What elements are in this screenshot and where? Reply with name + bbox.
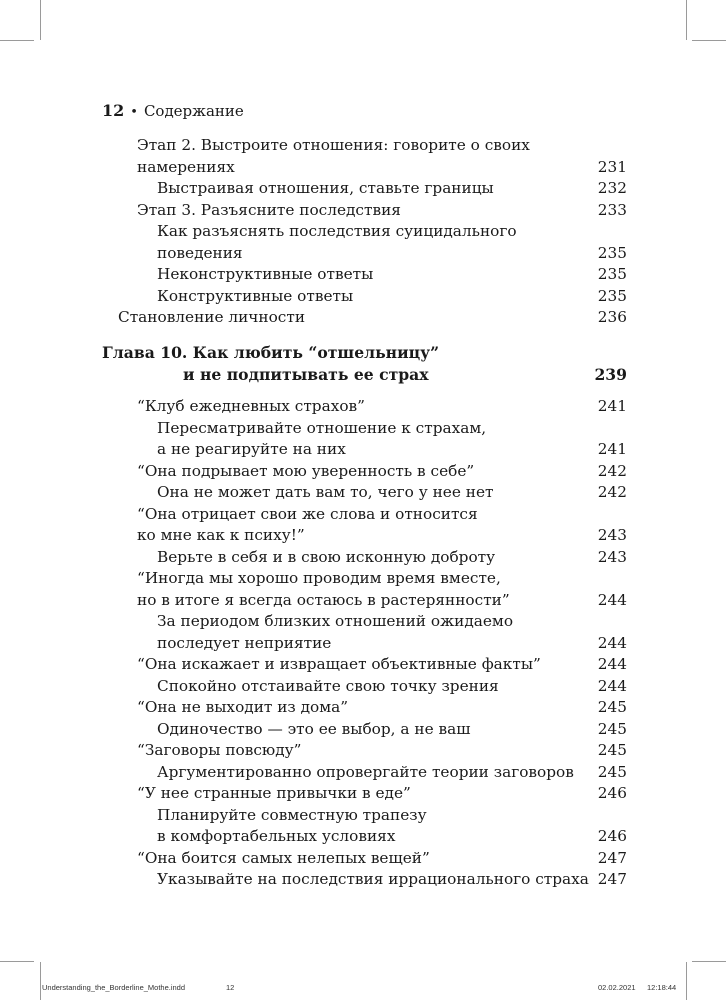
- print-slug: [0, 980, 726, 994]
- toc-entry: [137, 739, 627, 761]
- toc-entry-title: “Она отрицает свои же слова и относится: [137, 504, 478, 523]
- toc-entry-title: “Клуб ежедневных страхов”: [137, 397, 365, 415]
- toc-entry-page: 246: [597, 827, 627, 845]
- toc-entry-title: “Она искажает и извращает объективные факты”: [137, 655, 541, 673]
- toc-entry-page: 244: [597, 655, 627, 673]
- toc-entry: [157, 804, 627, 826]
- toc-chapter-line: [183, 364, 627, 386]
- toc-entry: [137, 589, 627, 611]
- toc-entry: [157, 868, 627, 890]
- toc-entry-page: 246: [597, 784, 627, 802]
- toc-entry: [157, 263, 627, 285]
- toc-entry: [157, 481, 627, 503]
- toc-entry-page: 239: [594, 364, 627, 384]
- toc-entry-page: 241: [597, 440, 627, 458]
- toc-entry: [137, 524, 627, 546]
- toc-entry: [137, 460, 627, 482]
- toc-entry: [137, 782, 627, 804]
- toc-entry: [157, 242, 627, 264]
- toc-entry-title: “Заговоры повсюду”: [137, 741, 302, 759]
- toc-entry: [157, 285, 627, 307]
- toc-entry: [157, 675, 627, 697]
- toc-entry-title: “У нее странные привычки в еде”: [137, 784, 411, 802]
- toc-entry-page: 247: [597, 848, 627, 867]
- toc-entry: [137, 395, 627, 417]
- header-page-number: 12: [102, 101, 125, 120]
- header-section-title: Содержание: [143, 102, 244, 120]
- toc-entry: [137, 847, 627, 869]
- toc-entry-page: 233: [597, 200, 627, 219]
- toc-entry: [137, 156, 627, 178]
- toc-entry-title: Одиночество — это ее выбор, а не ваш: [157, 719, 471, 738]
- toc-entry: [137, 567, 627, 589]
- toc-entry-title: За периодом близких отношений ожидаемо: [157, 612, 514, 630]
- toc-entry: [157, 610, 627, 632]
- toc-entry-page: 244: [597, 633, 627, 652]
- toc-entry-page: 244: [597, 676, 627, 695]
- toc-entry: [137, 199, 627, 221]
- toc-entry-title: поведения: [157, 243, 243, 262]
- toc-entry-page: 241: [597, 397, 627, 415]
- toc-entry-title: ко мне как к психу!”: [137, 526, 305, 544]
- toc-entry-page: 245: [597, 719, 627, 738]
- toc-entry-title: Этап 2. Выстроите отношения: говорите о своих: [137, 136, 530, 154]
- slug-date: 02.02.2021: [598, 983, 636, 992]
- toc-entry-page: 243: [597, 547, 627, 566]
- toc-entry-title: “Она подрывает мою уверенность в себе”: [137, 461, 475, 480]
- toc-entry: [137, 653, 627, 675]
- toc-entry-page: 232: [597, 179, 627, 197]
- toc-entry: [157, 546, 627, 568]
- toc-entry-title: “Она не выходит из дома”: [137, 698, 349, 716]
- header-bullet: •: [130, 105, 138, 120]
- toc-entry-page: 245: [597, 698, 627, 716]
- toc-entry-page: 244: [597, 590, 627, 609]
- toc-entry-page: 245: [597, 741, 627, 759]
- toc-entry: [137, 696, 627, 718]
- toc-entry-title: Конструктивные ответы: [157, 286, 354, 305]
- toc-entry-page: 243: [597, 526, 627, 544]
- toc-entry: [157, 825, 627, 847]
- toc-entry-title: Неконструктивные ответы: [157, 265, 374, 283]
- toc-entry: [137, 503, 627, 525]
- toc-entry-page: 247: [597, 870, 627, 888]
- toc-entry-title: Пересматривайте отношение к страхам,: [157, 418, 487, 437]
- toc-entry: [157, 438, 627, 460]
- toc-entry-title: Спокойно отстаивайте свою точку зрения: [157, 676, 499, 695]
- toc-entry-title: “Она боится самых нелепых вещей”: [137, 848, 430, 867]
- slug-time: 12:18:44: [647, 983, 677, 992]
- toc-entry-page: 235: [597, 243, 627, 262]
- toc-entry-page: 235: [597, 265, 627, 283]
- toc-entry-page: 242: [597, 483, 627, 501]
- toc-entry-title: Как разъяснять последствия суицидального: [157, 222, 517, 240]
- toc-chapter-line: [102, 342, 627, 364]
- toc-entry-title: Глава 10. Как любить “отшельницу”: [102, 343, 440, 362]
- toc-entry-title: последует неприятие: [157, 633, 332, 652]
- toc-entry-page: 242: [597, 461, 627, 480]
- toc-entry-page: 236: [597, 308, 627, 326]
- toc-entry-title: и не подпитывать ее страх: [183, 364, 429, 384]
- toc-entry: [157, 220, 627, 242]
- toc-entry-title: намерениях: [137, 157, 235, 176]
- toc-entry: [137, 134, 627, 156]
- toc-entry-title: Этап 3. Разъясните последствия: [137, 200, 401, 219]
- toc-entry-title: но в итоге я всегда остаюсь в растерянности”: [137, 590, 510, 609]
- toc-entry-page: 235: [597, 286, 627, 305]
- toc-entry-page: 245: [597, 762, 627, 781]
- slug-page: 12: [226, 983, 235, 992]
- toc-entry-title: Указывайте на последствия иррационального страха: [157, 870, 589, 888]
- toc-entry-page: 231: [597, 157, 627, 176]
- toc-entry: [157, 632, 627, 654]
- toc-entry: [157, 761, 627, 783]
- toc-entry-title: в комфортабельных условиях: [157, 827, 396, 845]
- toc-entry-title: Верьте в себя и в свою исконную доброту: [157, 547, 496, 566]
- slug-filename: Understanding_the_Borderline_Mothe.indd: [42, 983, 186, 992]
- toc-entry: [157, 718, 627, 740]
- toc-entry: [157, 177, 627, 199]
- toc-entry-title: Аргументированно опровергайте теории заговоров: [157, 762, 574, 781]
- toc-entry-title: а не реагируйте на них: [157, 440, 346, 458]
- toc-entry-title: Она не может дать вам то, чего у нее нет: [157, 483, 494, 501]
- toc-entry-title: Планируйте совместную трапезу: [157, 805, 427, 824]
- toc-entry: [118, 306, 627, 328]
- toc-entry-title: Становление личности: [118, 308, 306, 326]
- toc-entry: [157, 417, 627, 439]
- toc-entry-title: “Иногда мы хорошо проводим время вместе,: [137, 569, 501, 587]
- toc-entry-title: Выстраивая отношения, ставьте границы: [157, 179, 494, 197]
